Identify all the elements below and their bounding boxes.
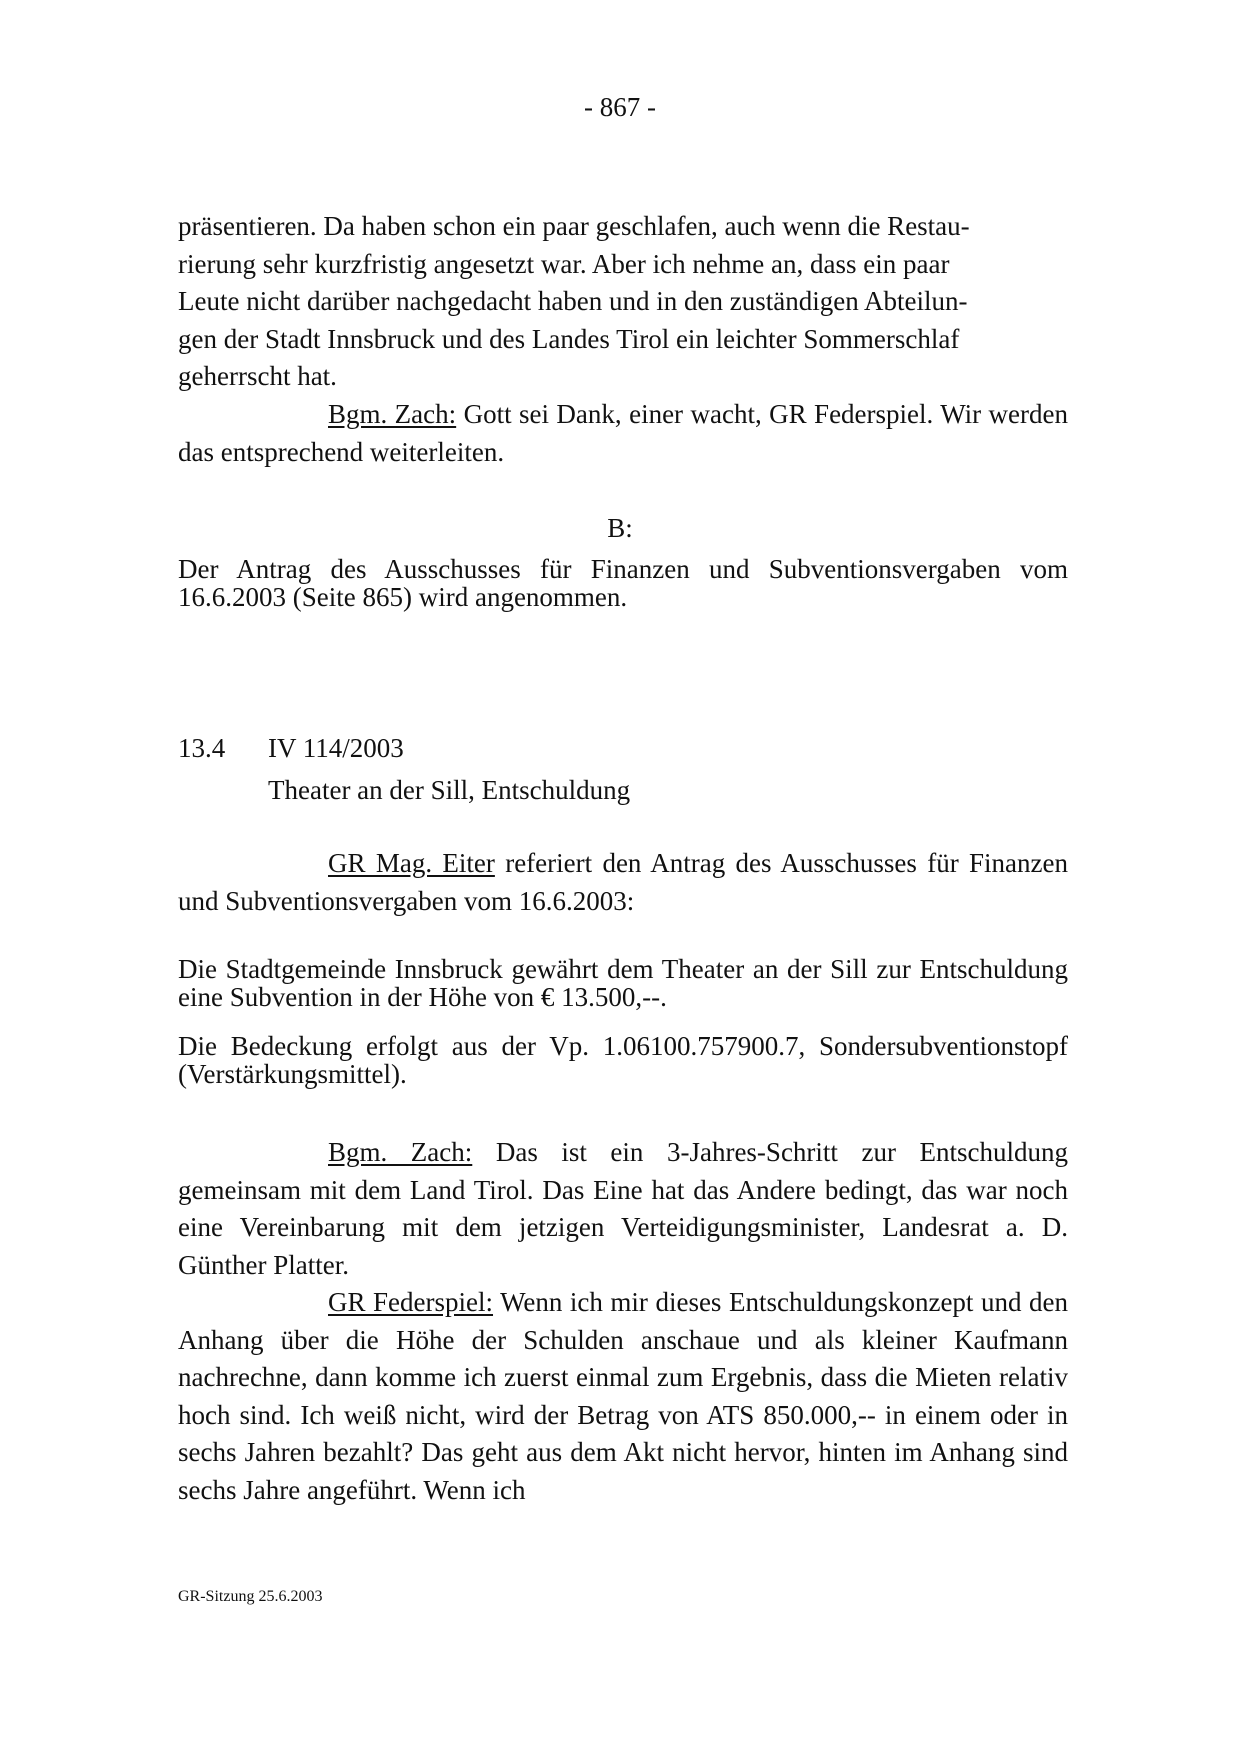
motion-text: Die Stadtgemeinde Innsbruck gewährt dem Theater an der Sill zur Entschuldung eine Subvention in der Höhe von € 13.500,--. bbox=[178, 954, 1068, 1012]
statement-zach-1 bbox=[178, 396, 1068, 471]
agenda-item-title: Theater an der Sill, Entschuldung bbox=[268, 775, 631, 805]
paragraph-continuation bbox=[178, 208, 1068, 396]
statement-text: referiert den Antrag des Ausschusses für Finanzen und Subventionsvergaben vom 16.6.2003: bbox=[178, 848, 1068, 916]
statement-federspiel bbox=[178, 1284, 1068, 1509]
page-number: - 867 - bbox=[584, 92, 656, 122]
speaker-name: GR Federspiel: bbox=[328, 1287, 494, 1317]
speaker-name: GR Mag. Eiter bbox=[328, 848, 495, 878]
statement-text: Das ist ein 3-Jahres-Schritt zur Entschuldung gemeinsam mit dem Land Tirol. Das Eine hat das Andere bedingt, das war noch eine Vereinbarung mit dem jetzigen Verteidigungsminister, Landesrat a. D. Günther Platter. bbox=[178, 1137, 1068, 1280]
statement-text: Wenn ich mir dieses Entschuldungskonzept und den Anhang über die Höhe der Schulden anschaue und als kleiner Kaufmann nachrechne, dann komme ich zuerst einmal zum Ergebnis, dass die Mieten relativ hoch sind. Ich weiß nicht, wird der Betrag von ATS 850.000,-- in einem oder in sechs Jahren bezahlt? Das geht aus dem Akt nicht hervor, hinten im Anhang sind sechs Jahre angeführt. Wenn ich bbox=[178, 1287, 1068, 1505]
speaker-name: Bgm. Zach: bbox=[328, 1137, 473, 1167]
section-b-label: B: bbox=[607, 513, 633, 543]
statement-zach-2 bbox=[178, 1134, 1068, 1284]
paragraph-line: geherrscht hat. bbox=[178, 361, 337, 391]
paragraph-line: rierung sehr kurzfristig angesetzt war. Aber ich nehme an, dass ein paar bbox=[178, 248, 950, 279]
statement-eiter bbox=[178, 845, 1068, 920]
motion-coverage bbox=[178, 1032, 1068, 1088]
agenda-item-code: IV 114/2003 bbox=[268, 733, 404, 763]
motion-subvention bbox=[178, 955, 1068, 1011]
paragraph-line: gen der Stadt Innsbruck und des Landes Tirol ein leichter Sommerschlaf bbox=[178, 323, 960, 354]
statement-text: Gott sei Dank, einer wacht, GR Federspiel. Wir werden das entsprechend weiterleiten. bbox=[178, 399, 1068, 467]
motion-text: Die Bedeckung erfolgt aus der Vp. 1.06100.757900.7, Sondersubventionstopf (Verstärkungsmittel). bbox=[178, 1031, 1068, 1089]
resolution-text: Der Antrag des Ausschusses für Finanzen und Subventionsvergaben vom 16.6.2003 (Seite 865) wird angenommen. bbox=[178, 554, 1068, 612]
footer-session-date: GR-Sitzung 25.6.2003 bbox=[178, 1588, 323, 1605]
section-b-resolution bbox=[178, 555, 1068, 611]
paragraph-line: präsentieren. Da haben schon ein paar geschlafen, auch wenn die Restau- bbox=[178, 211, 970, 241]
speaker-name: Bgm. Zach: bbox=[328, 399, 457, 429]
paragraph-line: Leute nicht darüber nachgedacht haben und in den zuständigen Abteilun- bbox=[178, 286, 968, 316]
agenda-item-number: 13.4 bbox=[178, 733, 226, 763]
